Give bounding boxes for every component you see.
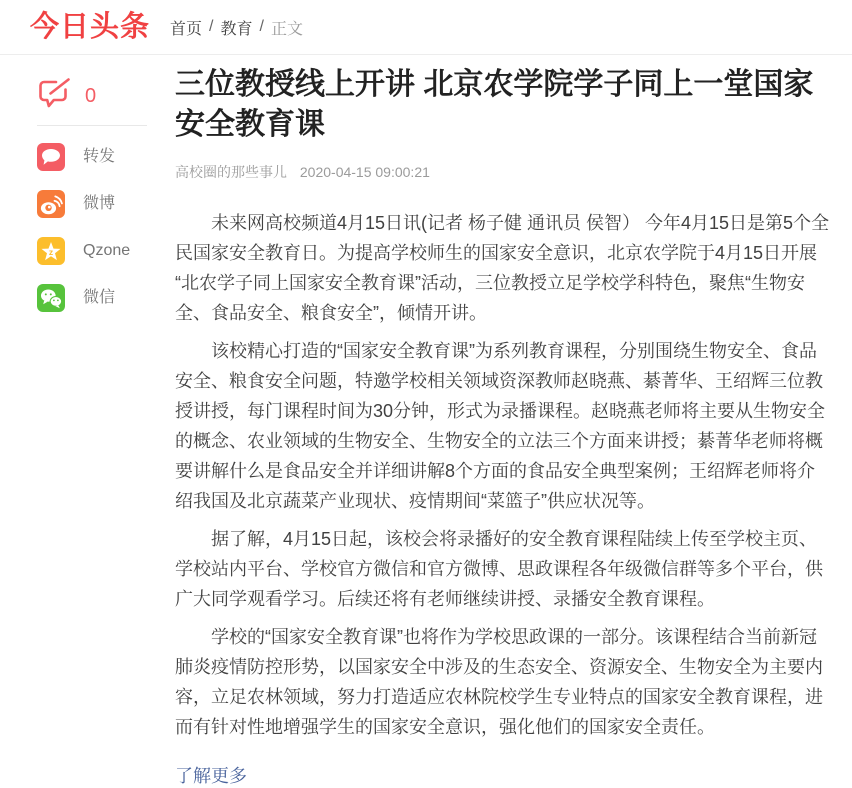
paragraph-1: 未来网高校频道4月15日讯(记者 杨子健 通讯员 侯智） 今年4月15日是第5个全民国家安全教育日。为提高学校师生的国家安全意识，北京农学院于4月15日开展“北农学子同上国家安全教育课”活动，三位教授立足学校学科特色，聚焦“生物安全、食品安全、粮食安全”，倾情开讲。 bbox=[175, 213, 830, 323]
share-wechat-button[interactable] bbox=[37, 284, 155, 312]
read-more-link[interactable]: 了解更多 bbox=[175, 766, 247, 786]
write-comment-button[interactable] bbox=[37, 80, 155, 112]
share-qzone-button[interactable] bbox=[37, 237, 155, 265]
share-weibo-label: 微博 bbox=[83, 195, 116, 212]
paragraph-4: 学校的“国家安全教育课”也将作为学校思政课的一部分。该课程结合当前新冠肺炎疫情防控形势，以国家安全中涉及的生态安全、资源安全、生物安全为主要内容，立足农林领域，努力打造适应农林院校学生专业特点的国家安全教育课程，进而有针对性地增强学生的国家安全意识，强化他们的国家安全责任。 bbox=[175, 627, 823, 737]
wechat-icon bbox=[37, 284, 65, 312]
author-name: 高校圈的那些事儿 bbox=[175, 164, 287, 180]
paragraph-2: 该校精心打造的“国家安全教育课”为系列教育课程，分别围绕生物安全、食品安全、粮食安全问题，特邀学校相关领域资深教师赵晓燕、綦菁华、王绍辉三位教授讲授，每门课程时间为30分钟，形式为录播课程。赵晓燕老师将主要从生物安全的概念、农业领域的生物安全、生物安全的立法三个方面来讲授；綦菁华老师将概要讲解什么是食品安全并详细讲解8个方面的食品安全典型案例；王绍辉老师将介绍我国及北京蔬菜产业现状、疫情期间“菜篮子”供应状况等。 bbox=[175, 341, 826, 511]
share-forward-button[interactable] bbox=[37, 143, 155, 171]
byline bbox=[175, 162, 830, 182]
breadcrumb-section[interactable]: 教育 bbox=[220, 20, 253, 38]
breadcrumb-home[interactable]: 首页 bbox=[170, 20, 203, 38]
toutiao-logo[interactable]: 今日头条 bbox=[30, 10, 151, 43]
article-title: 三位教授线上开讲 北京农学院学子同上一堂国家安全教育课 bbox=[175, 68, 814, 141]
qzone-star-icon bbox=[37, 237, 65, 265]
share-forward-label: 转发 bbox=[83, 148, 116, 165]
breadcrumb bbox=[170, 16, 303, 39]
breadcrumb-current: 正文 bbox=[270, 20, 303, 38]
write-comment-icon bbox=[37, 78, 71, 114]
share-qzone-label: Qzone bbox=[83, 242, 131, 259]
rail-divider bbox=[37, 125, 147, 126]
publish-time: 2020-04-15 09:00:21 bbox=[299, 164, 430, 180]
share-wechat-label: 微信 bbox=[83, 289, 116, 306]
breadcrumb-separator: / bbox=[209, 18, 214, 35]
weibo-icon bbox=[37, 190, 65, 218]
chat-bubble-icon bbox=[37, 143, 65, 171]
breadcrumb-separator: / bbox=[259, 18, 264, 35]
share-weibo-button[interactable] bbox=[37, 190, 155, 218]
comment-count: 0 bbox=[85, 85, 97, 107]
share-rail bbox=[37, 80, 155, 331]
svg-text:z: z bbox=[48, 247, 54, 257]
site-header bbox=[0, 0, 852, 55]
paragraph-3: 据了解，4月15日起，该校会将录播好的安全教育课程陆续上传至学校主页、学校站内平台、学校官方微信和官方微博、思政课程各年级微信群等多个平台，供广大同学观看学习。后续还将有老师继续讲授、录播安全教育课程。 bbox=[175, 529, 823, 609]
